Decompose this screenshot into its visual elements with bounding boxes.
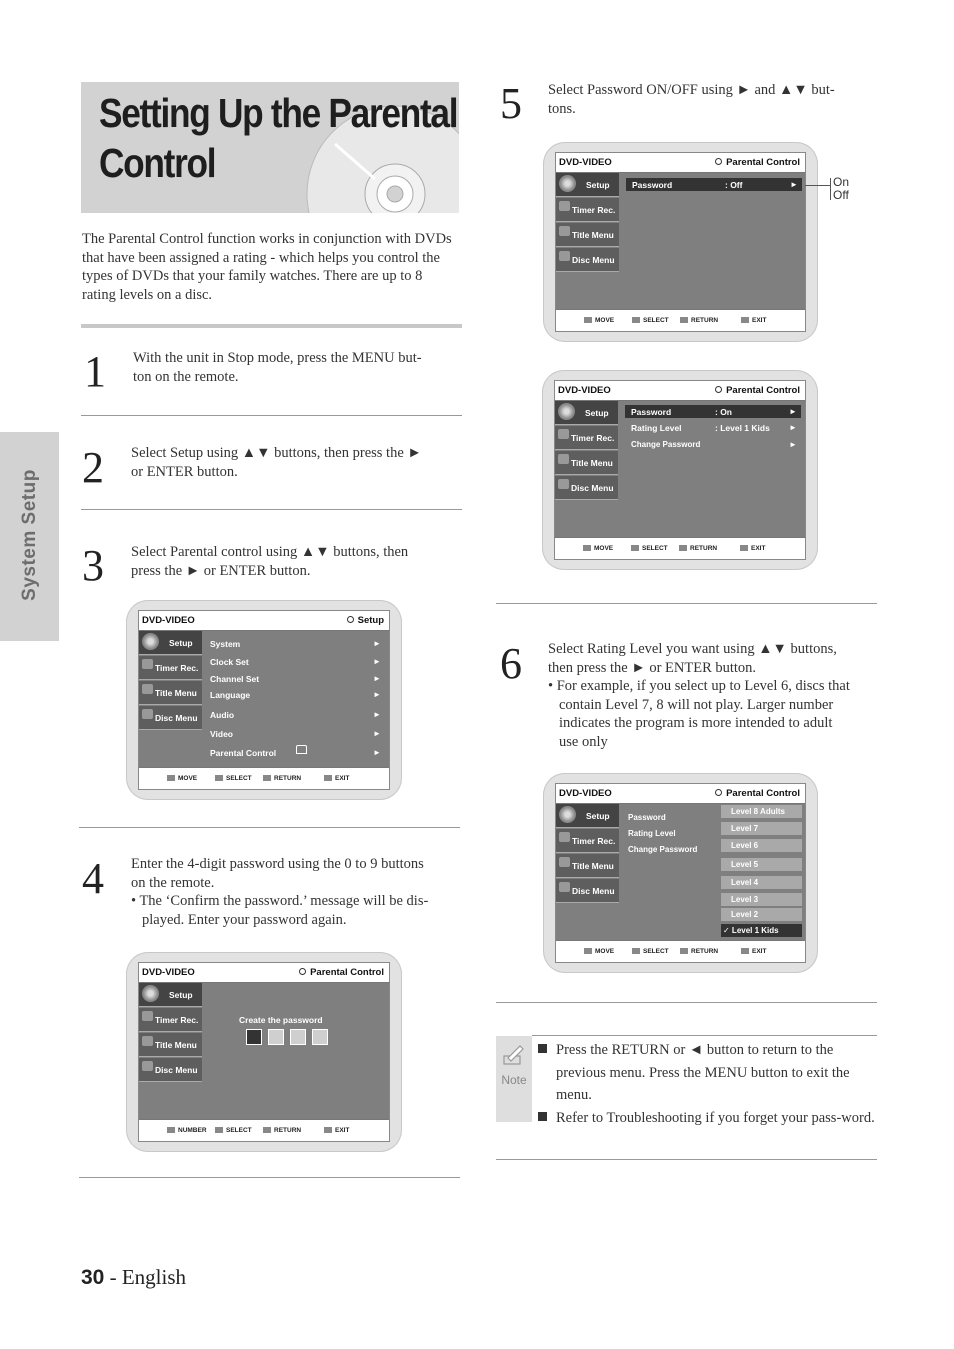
osd-option-value: : Off	[725, 180, 743, 190]
osd-option[interactable]: Channel Set	[210, 674, 260, 684]
password-digit-box[interactable]	[290, 1029, 306, 1045]
osd-tab-timer[interactable]: Timer Rec.	[556, 198, 619, 222]
pencil-icon	[502, 1042, 526, 1066]
osd-option-password[interactable]: Password	[631, 407, 672, 417]
divider	[81, 415, 462, 416]
arrow-right-icon: ►	[373, 729, 381, 738]
page-number: 30	[81, 1266, 105, 1289]
gear-icon	[142, 985, 159, 1002]
note-item: Press the RETURN or ◄ button to return to the previous menu. Press the MENU button to exit the menu.	[538, 1039, 877, 1107]
osd-tab-setup[interactable]: Setup	[139, 983, 202, 1007]
divider	[79, 827, 460, 828]
gear-icon	[142, 633, 159, 650]
osd-tab-setup[interactable]: Setup	[139, 631, 202, 655]
footer-move: MOVE	[584, 948, 614, 955]
note-label: Note	[501, 1073, 527, 1087]
osd-option[interactable]: Parental Control	[210, 748, 277, 758]
footer-return: RETURN	[680, 948, 718, 955]
step-line: or ENTER button.	[131, 463, 238, 480]
footer-number: NUMBER	[167, 1127, 207, 1134]
intro-text: The Parental Control function works in conjunction with DVDs that have been assigned a rating - which helps you control the types of DVDs that your family watches. There are up to 8 rating levels on a disc.	[82, 231, 452, 303]
osd-option[interactable]: Audio	[210, 710, 235, 720]
level-option-selected[interactable]: ✓ Level 1 Kids	[721, 924, 802, 937]
arrow-right-icon: ►	[789, 423, 797, 432]
step-bullet: use only	[559, 733, 608, 750]
arrow-right-icon: ►	[373, 639, 381, 648]
gear-icon	[559, 806, 576, 823]
osd-tab-setup[interactable]: Setup	[556, 804, 619, 828]
step-line: then press the ► or ENTER button.	[548, 659, 757, 676]
onoff-callout	[833, 176, 849, 202]
footer-select: SELECT	[215, 1127, 252, 1134]
osd-option-password[interactable]: Password	[628, 813, 666, 822]
osd-option-value: : Level 1 Kids	[715, 423, 770, 433]
footer-select: SELECT	[215, 775, 252, 782]
note-box	[496, 1036, 877, 1159]
step-line: press the ► or ENTER button.	[131, 562, 311, 579]
step-line: on the remote.	[131, 874, 215, 891]
osd-header-title: Parental Control	[715, 157, 800, 168]
password-digit-box[interactable]	[268, 1029, 284, 1045]
step-bullet: indicates the program is more intended to adult	[559, 715, 833, 731]
footer-return: RETURN	[679, 545, 717, 552]
step-number: 6	[500, 639, 522, 688]
step-line: Select Setup using ▲▼ buttons, then press the ►	[131, 445, 422, 461]
step-bullet: contain Level 7, 8 will not play. Larger number	[559, 696, 834, 713]
bullet-square-icon	[538, 1044, 547, 1053]
timer-icon	[559, 832, 570, 842]
arrow-right-icon: ►	[789, 440, 797, 449]
osd-tab-disc[interactable]: Disc Menu	[139, 1058, 202, 1082]
arrow-right-icon: ►	[790, 180, 798, 189]
arrow-right-icon: ►	[373, 657, 381, 666]
divider	[79, 1177, 460, 1178]
gear-icon	[558, 403, 575, 420]
osd-option-rating[interactable]: Rating Level	[631, 423, 682, 433]
side-tab-label: System Setup	[19, 469, 40, 601]
disc-menu-icon	[559, 882, 570, 892]
footer-select: SELECT	[632, 948, 669, 955]
password-digit-box[interactable]	[246, 1029, 262, 1045]
step-line: Select Password ON/OFF using ► and ▲▼ but-	[548, 82, 835, 98]
step-5-text	[548, 81, 873, 118]
footer-exit: EXIT	[324, 1127, 349, 1134]
osd-setup-screen	[126, 600, 402, 800]
osd-header-title: Parental Control	[715, 385, 800, 396]
level-option[interactable]: Level 8 Adults	[721, 805, 802, 818]
osd-header-title: Setup	[347, 615, 384, 626]
timer-icon	[142, 659, 153, 669]
divider	[81, 324, 462, 328]
callout-line	[830, 178, 831, 200]
level-option[interactable]: Level 3	[721, 893, 802, 906]
password-digit-box[interactable]	[312, 1029, 328, 1045]
step-number: 1	[84, 347, 106, 396]
osd-tab-disc[interactable]: Disc Menu	[555, 476, 618, 500]
osd-option-change-password[interactable]: Change Password	[631, 440, 701, 449]
timer-icon	[559, 201, 570, 211]
step-3-text	[131, 543, 459, 580]
step-6-text	[548, 640, 876, 751]
osd-option-password[interactable]: Password	[632, 180, 673, 190]
osd-tab-disc[interactable]: Disc Menu	[556, 248, 619, 272]
disc-menu-icon	[142, 1061, 153, 1071]
footer-select: SELECT	[632, 317, 669, 324]
callout-on: On	[833, 175, 850, 189]
level-option[interactable]: Level 4	[721, 876, 802, 889]
osd-option[interactable]: System	[210, 639, 241, 649]
step-number: 5	[500, 79, 522, 128]
page-language: - English	[104, 1265, 187, 1289]
callout-off: Off	[833, 188, 849, 202]
step-line: tons.	[548, 100, 576, 117]
side-tab	[0, 432, 59, 641]
osd-option[interactable]: Clock Set	[210, 657, 249, 667]
step-line: Select Rating Level you want using ▲▼ buttons,	[548, 641, 837, 657]
create-password-label: Create the password	[239, 1015, 323, 1025]
callout-line	[805, 185, 830, 186]
title-banner	[81, 82, 459, 213]
arrow-right-icon: ►	[373, 748, 381, 757]
level-option[interactable]: Level 5	[721, 858, 802, 871]
step-line: ton on the remote.	[133, 368, 239, 385]
level-option[interactable]: Level 7	[721, 822, 802, 835]
osd-password-off-screen	[543, 142, 818, 342]
step-line: With the unit in Stop mode, press the MENU but-	[133, 350, 422, 366]
disc-menu-icon	[559, 251, 570, 261]
osd-tab-title[interactable]: Title Menu	[139, 1033, 202, 1057]
osd-brand: DVD-VIDEO	[559, 157, 612, 168]
step-bullet: played. Enter your password again.	[142, 911, 347, 928]
osd-option-value: : On	[715, 407, 732, 417]
divider	[496, 1002, 877, 1003]
lock-icon	[296, 745, 307, 754]
timer-icon	[558, 429, 569, 439]
osd-tab-title[interactable]: Title Menu	[555, 451, 618, 475]
footer-return: RETURN	[263, 1127, 301, 1134]
note-item: Refer to Troubleshooting if you forget your pass-word.	[538, 1107, 877, 1130]
footer-move: MOVE	[584, 317, 614, 324]
osd-tab-disc[interactable]: Disc Menu	[139, 706, 202, 730]
step-bullet: • For example, if you select up to Level 6, discs that	[548, 678, 850, 694]
note-list	[538, 1039, 877, 1129]
osd-brand: DVD-VIDEO	[558, 385, 611, 396]
osd-tab-timer[interactable]: Timer Rec.	[139, 1008, 202, 1032]
arrow-right-icon: ►	[789, 407, 797, 416]
osd-tab-timer[interactable]: Timer Rec.	[556, 829, 619, 853]
level-option[interactable]: Level 2	[721, 908, 802, 921]
osd-header-title: Parental Control	[715, 788, 800, 799]
divider	[496, 603, 877, 604]
footer-move: MOVE	[583, 545, 613, 552]
title-icon	[559, 226, 570, 236]
title-icon	[558, 454, 569, 464]
osd-tab-title[interactable]: Title Menu	[556, 854, 619, 878]
osd-option[interactable]: Video	[210, 729, 233, 739]
step-line: Select Parental control using ▲▼ buttons, then	[131, 544, 409, 560]
footer-exit: EXIT	[324, 775, 349, 782]
osd-tab-setup[interactable]: Setup	[556, 173, 619, 197]
osd-option-rating[interactable]: Rating Level	[628, 829, 676, 838]
footer-select: SELECT	[631, 545, 668, 552]
footer-exit: EXIT	[740, 545, 765, 552]
osd-tab-timer[interactable]: Timer Rec.	[555, 426, 618, 450]
step-number: 3	[82, 541, 104, 590]
divider	[496, 1159, 877, 1160]
footer-exit: EXIT	[741, 948, 766, 955]
osd-brand: DVD-VIDEO	[559, 788, 612, 799]
title-icon	[142, 1036, 153, 1046]
step-number: 2	[82, 443, 104, 492]
note-panel	[496, 1036, 532, 1122]
step-bullet: • The ‘Confirm the password.’ message will be dis-	[131, 893, 429, 909]
osd-tab-timer[interactable]: Timer Rec.	[139, 656, 202, 680]
arrow-right-icon: ►	[373, 690, 381, 699]
osd-option[interactable]: Language	[210, 690, 251, 700]
osd-brand: DVD-VIDEO	[142, 967, 195, 978]
level-option[interactable]: Level 6	[721, 839, 802, 852]
osd-password-on-screen	[542, 370, 818, 570]
footer-return: RETURN	[263, 775, 301, 782]
page-title: Setting Up the Parental Control	[99, 90, 458, 186]
divider	[81, 509, 462, 510]
bullet-square-icon	[538, 1112, 547, 1121]
footer-move: MOVE	[167, 775, 197, 782]
osd-tab-setup[interactable]: Setup	[555, 401, 618, 425]
step-1-text	[133, 349, 458, 386]
arrow-right-icon: ►	[373, 674, 381, 683]
step-line: Enter the 4-digit password using the 0 to 9 buttons	[131, 856, 424, 872]
disc-menu-icon	[558, 479, 569, 489]
title-icon	[559, 857, 570, 867]
title-icon	[142, 684, 153, 694]
osd-option-change-password[interactable]: Change Password	[628, 845, 698, 854]
timer-icon	[142, 1011, 153, 1021]
osd-tab-disc[interactable]: Disc Menu	[556, 879, 619, 903]
step-4-text	[131, 855, 459, 929]
arrow-right-icon: ►	[373, 710, 381, 719]
step-2-text	[131, 444, 459, 481]
gear-icon	[559, 175, 576, 192]
osd-header-title: Parental Control	[299, 967, 384, 978]
osd-tab-title[interactable]: Title Menu	[139, 681, 202, 705]
osd-tab-title[interactable]: Title Menu	[556, 223, 619, 247]
osd-brand: DVD-VIDEO	[142, 615, 195, 626]
footer-exit: EXIT	[741, 317, 766, 324]
osd-rating-screen	[543, 773, 818, 973]
disc-menu-icon	[142, 709, 153, 719]
step-number: 4	[82, 854, 104, 903]
page-footer	[81, 1265, 186, 1290]
osd-password-screen	[126, 952, 402, 1152]
footer-return: RETURN	[680, 317, 718, 324]
